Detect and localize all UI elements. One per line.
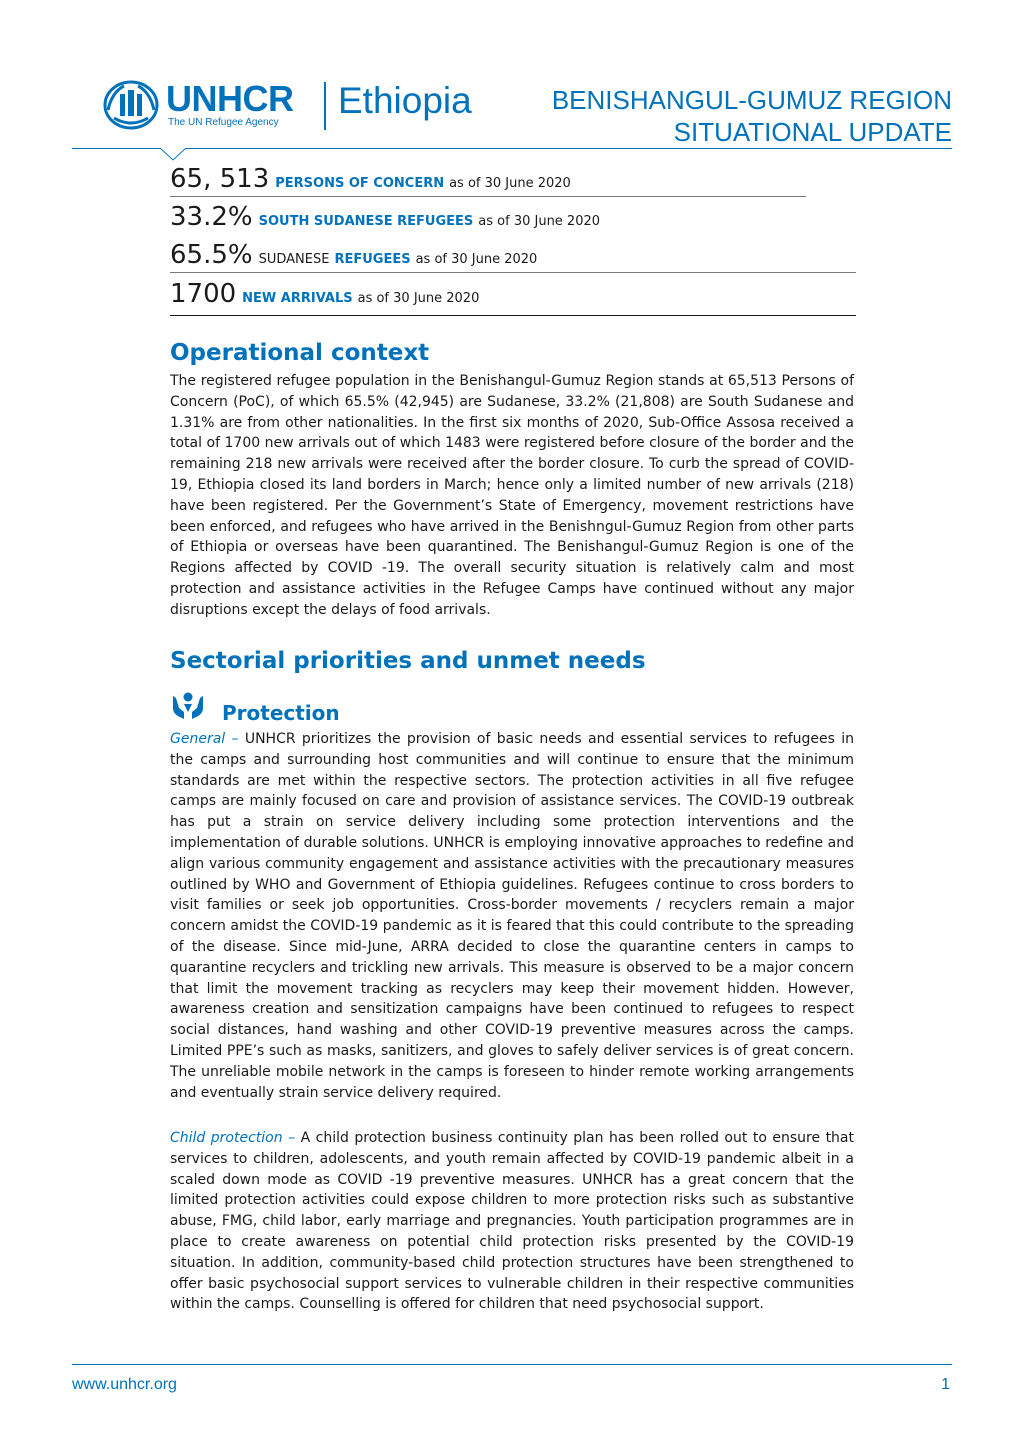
general-body: UNHCR prioritizes the provision of basic needs and essential services to refugees in the camps and surrounding host communities and will continue to ensure that the minimum standards are met within the respective sectors. The protection activities in all five refugee camps are mainly focused on care and provision of assistance services. The COVID-19 outbreak has put a strain on service delivery including some protection interventions and the implementation of durable solutions. UNHCR is employing innovative approaches to redefine and align various community engagement and assistance activities with the precautionary measures outlined by WHO and Government of Ethiopia guidelines. Refugees continue to cross borders to visit families or seek job opportunities. Cross-border movements / recyclers remain a major concern amidst the COVID-19 pandemic as it is feared that this could contribute to the spreading of the disease. Since mid-June, ARRA decided to close the quarantine centers in camps to quarantine recyclers and trickling new arrivals. This measure is observed to be a major concern that limit the movement tracking as recyclers may keep their movement hidden. However, awareness creation and sensitization campaigns have been continued to refugees to respect social distances, hand washing and other COVID-19 preventive measures across the camps. Limited PPE’s such as masks, sanitizers, and gloves to safely deliver services is of great concern. The unreliable mobile network in the camps is foreseen to hinder remote working arrangements and eventually strain service delivery required. <box>170 731 854 1101</box>
stat-date: as of 30 June 2020 <box>357 291 480 306</box>
stat-number: 65.5% <box>170 240 253 270</box>
footer-website-link[interactable]: www.unhcr.org <box>72 1376 177 1393</box>
stat-south-sudanese <box>170 202 600 242</box>
stat-label: REFUGEES <box>334 252 411 267</box>
stat-number: 1700 <box>170 279 237 309</box>
report-title <box>552 84 952 148</box>
heading-operational-context: Operational context <box>170 340 430 366</box>
general-protection-text <box>170 729 854 1103</box>
stat-date: as of 30 June 2020 <box>449 176 571 191</box>
heading-protection: Protection <box>222 701 340 725</box>
stat-label: NEW ARRIVALS <box>242 291 353 306</box>
page-number: 1 <box>941 1376 950 1393</box>
stat-sudanese <box>170 240 537 280</box>
stat-number: 33.2% <box>170 202 253 232</box>
stat-date: as of 30 June 2020 <box>478 214 601 229</box>
logo-wordmark: UNHCR <box>166 78 294 119</box>
operational-context-text: The registered refugee population in the Benishangul-Gumuz Region stands at 65,513 Persons of Concern (PoC), of which 65.5% (42,945) are Sudanese, 33.2% (21,808) are South Sudanese and 1.31% are from other nationalities. In the first six months of 2020, Sub-Office Assosa received a total of 1700 new arrivals out of which 1483 were registered before closure of the border and the remaining 218 new arrivals were received after the border closure. To curb the spread of COVID-19, Ethiopia closed its land borders in March; hence only a limited number of new arrivals (218) have been registered. Per the Government’s State of Emergency, movement restrictions have been enforced, and refugees who have arrived in the Benishngul-Gumuz Region from other parts of Ethiopia or overseas have been quarantined. The Benishangul-Gumuz Region is one of the Regions affected by COVID -19. The overall security situation is relatively calm and most protection and assistance activities in the Refugee Camps have continued without any major disruptions except the delays of food arrivals. <box>170 373 854 618</box>
stat-divider <box>170 196 806 197</box>
stat-new-arrivals <box>170 279 479 319</box>
header-divider <box>72 148 952 149</box>
stat-persons-of-concern <box>170 164 571 204</box>
logo-tagline: The UN Refugee Agency <box>168 117 279 128</box>
stat-date: as of 30 June 2020 <box>415 252 538 267</box>
unhcr-logo <box>102 80 482 132</box>
footer-divider <box>72 1364 952 1365</box>
header-notch <box>160 148 186 162</box>
stat-label: SOUTH SUDANESE REFUGEES <box>258 214 474 229</box>
report-title-line2: SITUATIONAL UPDATE <box>673 117 952 147</box>
protection-hands-icon <box>170 690 206 722</box>
child-protection-lead: Child protection – <box>170 1130 296 1146</box>
stat-plain-label: SUDANESE <box>258 252 330 267</box>
stat-divider <box>170 272 856 273</box>
stat-number: 65, 513 <box>170 164 270 194</box>
stat-label: PERSONS OF CONCERN <box>275 176 445 191</box>
general-lead: General – <box>170 731 239 747</box>
child-protection-text <box>170 1128 854 1315</box>
stat-divider <box>170 315 856 316</box>
unhcr-emblem-icon <box>102 80 160 130</box>
logo-divider <box>324 82 326 130</box>
heading-sectorial-priorities: Sectorial priorities and unmet needs <box>170 648 646 674</box>
logo-country: Ethiopia <box>338 80 472 121</box>
child-protection-body: A child protection business continuity plan has been rolled out to ensure that services to children, adolescents, and youth remain affected by COVID-19 pandemic albeit in a scaled down mode as COVID -19 preventive measures. UNHCR has a great concern that the limited protection activities could expose children to more protection risks such as substantive abuse, FMG, child labor, early marriage and pregnancies. Youth participation programmes are in place to create awareness on potential child protection risks presented by the COVID-19 situation. In addition, community-based child protection structures have been strengthened to offer basic psychosocial support services to vulnerable children in their respective communities within the camps. Counselling is offered for children that need psychosocial support. <box>170 1130 854 1313</box>
report-title-line1: BENISHANGUL-GUMUZ REGION <box>551 85 952 115</box>
